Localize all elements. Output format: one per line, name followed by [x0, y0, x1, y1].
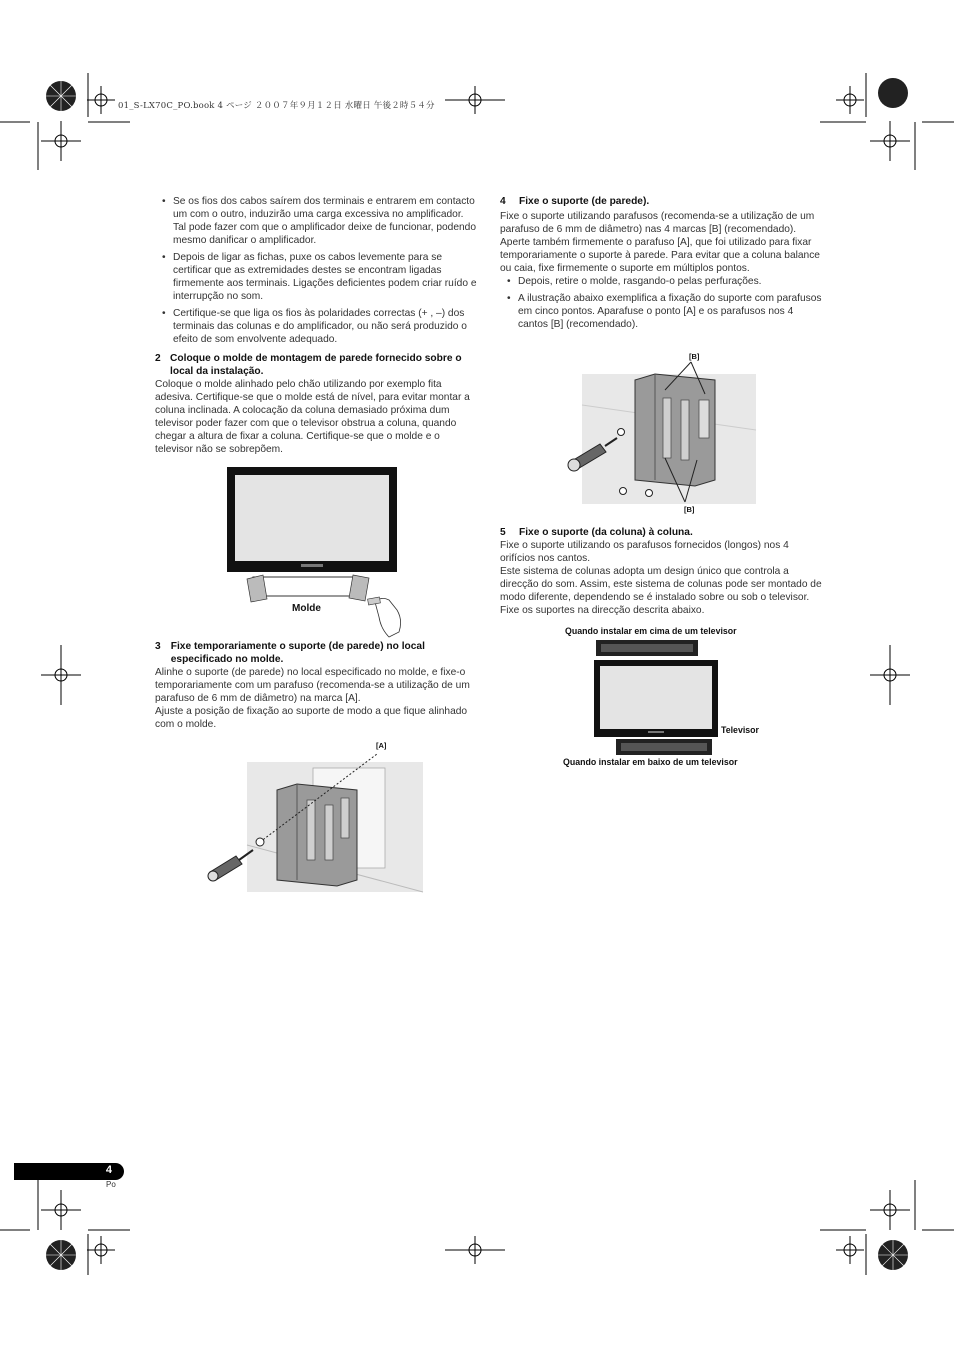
step-4-heading: 4 Fixe o suporte (de parede).: [500, 196, 650, 207]
below-tv-caption: Quando instalar em baixo de um televisor: [563, 757, 738, 767]
step-4-body: Fixe o suporte utilizando parafusos (recomenda-se a utilização de um parafuso de 6 mm de diâmetro) nas 4 marcas [B] (recomendado). Aperte também firmemente o parafuso [A], que foi utilizado para fixar temporariamente o suporte à parede. Para evitar que a coluna balance ou caia, fixe firmemente o suporte em múltiplos pontos.: [500, 211, 820, 274]
mark-b-label-bottom: [B]: [684, 505, 695, 514]
list-item: • Certifique-se que liga os fios às polaridades correctas (+ , –) dos terminais das colunas e do amplificador, ou não será produzido o efeito de som envolvente adequado.: [155, 307, 477, 346]
step-2-body: Coloque o molde alinhado pelo chão utilizando por exemplo fita adesiva. Certifique-se que o molde está de nível, para evitar montar a coluna inclinada. A colocação da coluna demasiado próxima dum televisor poder fazer com que o televisor obstrua a coluna, quando chegar a altura de fixar a coluna. Certifique-se que o molde e o televisor não se sobrepõem.: [155, 379, 470, 455]
bracket-temporary-fix-illustration: [205, 750, 425, 895]
step-3-body-2: Ajuste a posição de fixação ao suporte de modo a que fique alinhado com o molde.: [155, 706, 468, 730]
page-number: 4: [105, 1164, 112, 1176]
speaker-placement-illustration: [592, 638, 722, 758]
list-item: • Depois, retire o molde, rasgando-o pelas perfurações.: [500, 275, 822, 288]
step-5-heading: 5 Fixe o suporte (da coluna) à coluna.: [500, 527, 693, 538]
step-3-heading: 3 Fixe temporariamente o suporte (de parede) no local especificado no molde.: [155, 641, 425, 665]
template-label: Molde: [292, 603, 321, 614]
right-column: [500, 195, 822, 335]
list-item: • Se os fios dos cabos saírem dos terminais e entrarem em contacto um com o outro, induzirão uma carga excessiva no amplificador. Tal pode fazer com que o amplificador deixe de funcionar, podendo mesmo danificar o amplificador.: [155, 195, 477, 247]
mark-b-label-top: [B]: [689, 352, 700, 361]
step-4-bullets: [500, 275, 822, 331]
bullet-list: [155, 195, 477, 346]
page-number-tab: [14, 1163, 124, 1180]
list-item: • Depois de ligar as fichas, puxe os cabos levemente para se certificar que as extremidades destes se encontram ligadas firmemente aos terminais. Ligações deficientes podem criar ruído e interrupção no som.: [155, 251, 477, 303]
step-5-body-2: Este sistema de colunas adopta um design único que controla a direcção do som. Assim, este sistema de colunas pode ser montado de modo diferente, dependendo se é instalado sobre ou sob o televisor. Fixe os suportes na direcção descrita abaixo.: [500, 566, 822, 616]
step-2-heading: 2 Coloque o molde de montagem de parede fornecido sobre o local da instalação.: [155, 353, 462, 377]
file-header: 01_S-LX70C_PO.book 4 ページ ２００７年９月１２日 水曜日 午後２時５４分: [118, 101, 435, 111]
list-item: • A ilustração abaixo exemplifica a fixação do suporte com parafusos em cinco pontos. Aparafuse o ponto [A] e os parafusos nos 4 cantos [B] (recomendado).: [500, 292, 822, 331]
left-column: [155, 195, 477, 456]
step-3-block: [155, 640, 477, 731]
step-5-body-1: Fixe o suporte utilizando os parafusos fornecidos (longos) nos 4 orifícios nos cantos.: [500, 540, 789, 564]
step-5-block: [500, 526, 822, 617]
above-tv-caption: Quando instalar em cima de um televisor: [565, 626, 737, 636]
mark-a-label: [A]: [376, 741, 387, 750]
language-code: Po: [106, 1180, 116, 1189]
bracket-fix-illustration: [565, 360, 760, 510]
tv-caption: Televisor: [721, 725, 759, 735]
step-3-body-1: Alinhe o suporte (de parede) no local especificado no molde, e fixe-o temporariamente com um parafuso (recomenda-se a utilização de um parafuso de 6 mm de diâmetro) na marca [A].: [155, 667, 470, 704]
